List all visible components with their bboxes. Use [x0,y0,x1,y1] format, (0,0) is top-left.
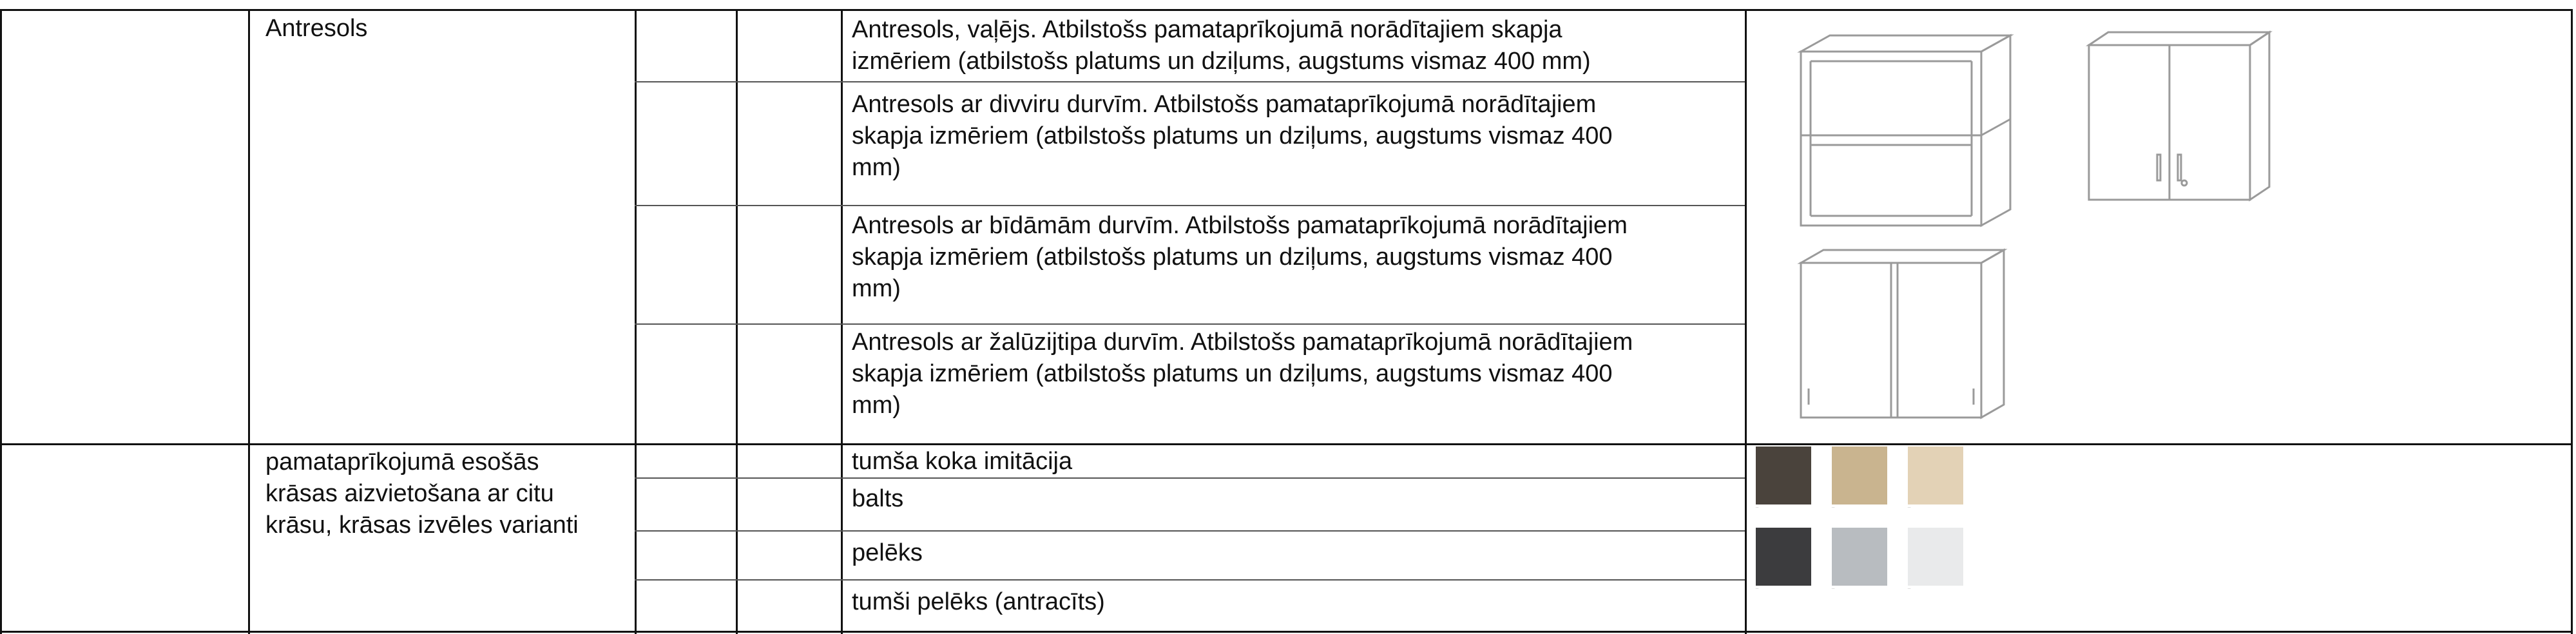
column-divider [248,9,250,634]
option-text: Antresols, vaļējs. Atbilstošs pamataprīkojumā norādītajiem skapja izmēriem (atbilstošs platums un dziļums, augstums vismaz 400 mm) [852,16,1591,75]
option-text: Antresols ar divviru durvīm. Atbilstošs pamataprīkojumā norādītajiem skapja izmēriem (atbilstošs platums un dziļums, augstums vismaz 400 mm) [852,91,1613,181]
option-text: pelēks [852,539,923,566]
color-swatch-grid [1756,447,1994,620]
option-text: balts [852,485,904,512]
table-border-left [0,9,2,634]
swatch-dark-wood: ... [1756,447,1811,510]
swatch-birch: ... [1908,447,1963,510]
subrow-divider [635,530,1745,532]
option-text: tumši pelēks (antracīts) [852,588,1105,615]
open-shelf-cabinet-icon [1788,26,2020,232]
subrow-divider [635,323,1745,325]
subrow-divider [635,579,1745,581]
subrow-divider [635,205,1745,206]
swatch-light-oak: ... [1832,447,1887,510]
option-text: Antresols ar žalūzijtipa durvīm. Atbilstošs pamataprīkojumā norādītajiem skapja izmēriem (atbilstošs platums un dziļums, augstums vismaz 400 mm) [852,329,1633,419]
column-divider [841,9,843,634]
row-divider [0,443,2573,445]
double-door-cabinet-icon [2076,26,2282,206]
swatch-grey: ... [1832,528,1887,591]
sliding-door-cabinet-icon [1788,244,2020,424]
subrow-divider [635,81,1745,82]
swatch-anthracite: ... [1756,528,1811,591]
column-divider [1745,9,1747,634]
row-label-antresols: Antresols [265,15,368,42]
option-text: Antresols ar bīdāmām durvīm. Atbilstošs pamataprīkojumā norādītajiem skapja izmēriem (atbilstošs platums un dziļums, augstums vismaz 400 mm) [852,212,1628,302]
table-border-top [0,9,2573,11]
table-border-right [2571,9,2573,634]
column-divider [736,9,738,634]
column-divider [635,9,637,634]
swatch-white: ... [1908,528,1963,591]
option-text: tumša koka imitācija [852,448,1073,475]
row-label-color: pamataprīkojumā esošās krāsas aizvietošana ar citu krāsu, krāsas izvēles varianti [265,448,579,539]
table-border-bottom [0,631,2573,633]
subrow-divider [635,477,1745,479]
